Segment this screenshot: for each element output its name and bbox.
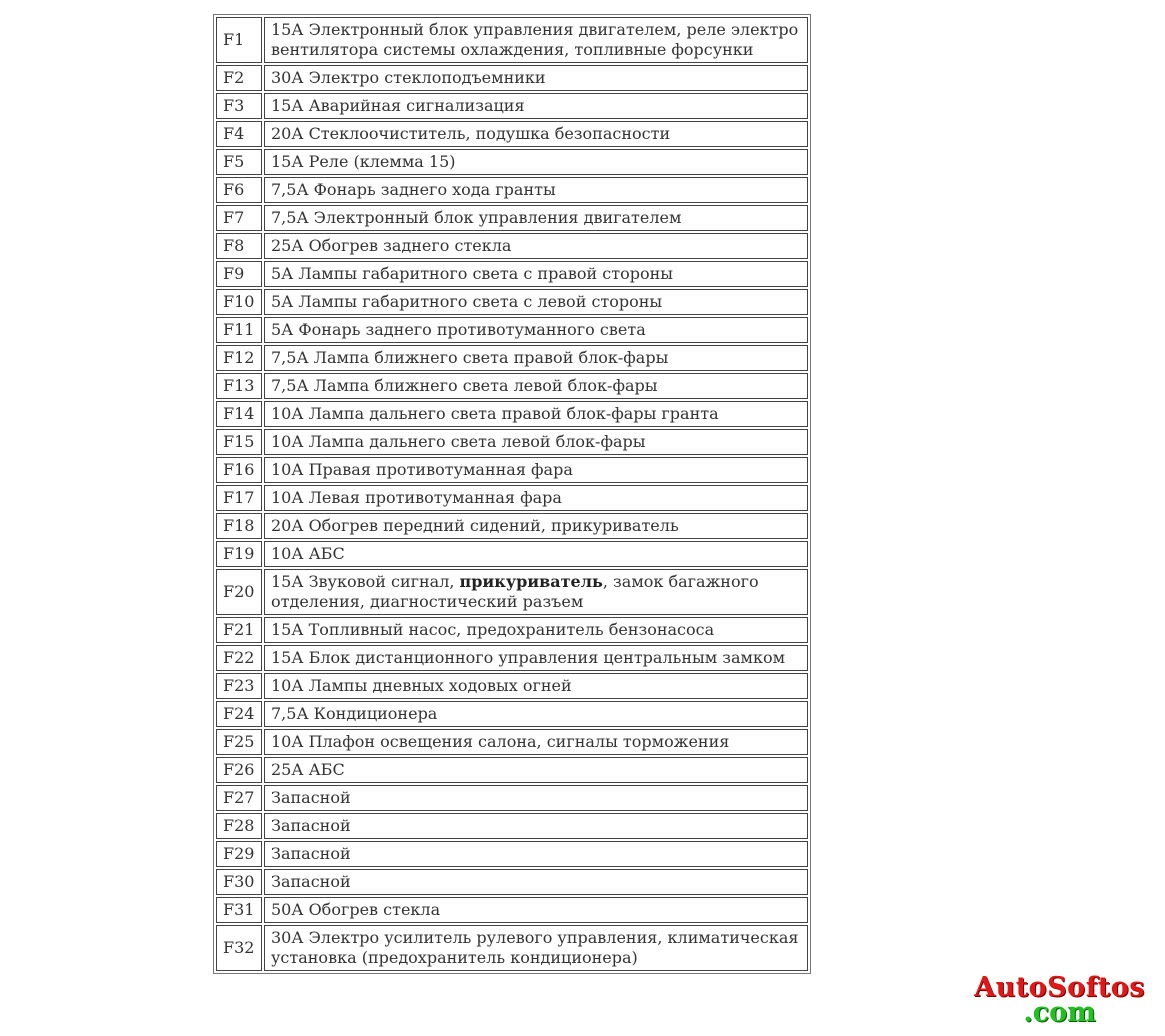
fuse-description: 30А Электро стеклоподъемники [264,65,808,91]
fuse-description: 10А Плафон освещения салона, сигналы торможения [264,729,808,755]
fuse-code: F13 [216,373,262,399]
table-row [216,897,808,923]
table-row [216,65,808,91]
fuse-code: F32 [216,925,262,971]
fuse-description: 15А Топливный насос, предохранитель бензонасоса [264,617,808,643]
table-row [216,17,808,63]
fuse-description-bold: прикуриватель [459,572,603,591]
table-row [216,429,808,455]
table-row [216,673,808,699]
fuse-code: F7 [216,205,262,231]
fuse-description: 5А Лампы габаритного света с правой стороны [264,261,808,287]
fuse-description: 5А Лампы габаритного света с левой стороны [264,289,808,315]
fuse-code: F21 [216,617,262,643]
table-row [216,757,808,783]
table-row [216,841,808,867]
fuse-description: 10А АБС [264,541,808,567]
table-row [216,149,808,175]
fuse-code: F28 [216,813,262,839]
fuse-code: F11 [216,317,262,343]
fuse-code: F17 [216,485,262,511]
table-row [216,925,808,971]
watermark-domain: .com [1023,997,1096,1028]
table-row [216,617,808,643]
table-row [216,785,808,811]
fuse-description: 7,5А Кондиционера [264,701,808,727]
fuse-description: 25А АБС [264,757,808,783]
table-row [216,813,808,839]
table-row [216,729,808,755]
table-row [216,541,808,567]
fuse-description: 7,5А Электронный блок управления двигателем [264,205,808,231]
fuse-code: F27 [216,785,262,811]
fuse-description: 7,5А Лампа ближнего света левой блок-фары [264,373,808,399]
fuse-code: F2 [216,65,262,91]
fuse-table-body [216,17,808,971]
fuse-description: Запасной [264,785,808,811]
table-row [216,261,808,287]
fuse-description: 15А Реле (клемма 15) [264,149,808,175]
table-row [216,513,808,539]
fuse-description: 15А Электронный блок управления двигателем, реле электро вентилятора системы охлаждения, топливные форсунки [264,17,808,63]
watermark-name: AutoSoftos [974,972,1145,1003]
fuse-description: 15А Блок дистанционного управления центральным замком [264,645,808,671]
fuse-description: 30А Электро усилитель рулевого управления, климатическая установка (предохранитель кондиционера) [264,925,808,971]
fuse-description: 20А Стеклоочиститель, подушка безопасности [264,121,808,147]
fuse-code: F15 [216,429,262,455]
fuse-code: F31 [216,897,262,923]
fuse-code: F26 [216,757,262,783]
table-row [216,457,808,483]
table-row [216,485,808,511]
watermark-logo [974,974,1145,1026]
table-row [216,401,808,427]
fuse-description: 50А Обогрев стекла [264,897,808,923]
table-row [216,569,808,615]
fuse-code: F8 [216,233,262,259]
fuse-code: F3 [216,93,262,119]
fuse-description: Запасной [264,869,808,895]
fuse-description: 10А Лампа дальнего света левой блок-фары [264,429,808,455]
fuse-description: 7,5А Лампа ближнего света правой блок-фары [264,345,808,371]
fuse-code: F4 [216,121,262,147]
fuse-code: F23 [216,673,262,699]
table-row [216,289,808,315]
table-row [216,121,808,147]
fuse-code: F29 [216,841,262,867]
fuse-description: Запасной [264,813,808,839]
fuse-description: 10А Лампы дневных ходовых огней [264,673,808,699]
fuse-description: 7,5А Фонарь заднего хода гранты [264,177,808,203]
fuse-description: 20А Обогрев передний сидений, прикуриватель [264,513,808,539]
fuse-code: F9 [216,261,262,287]
fuse-code: F10 [216,289,262,315]
fuse-description [264,569,808,615]
fuse-description: 25А Обогрев заднего стекла [264,233,808,259]
fuse-code: F19 [216,541,262,567]
fuse-code: F30 [216,869,262,895]
fuse-code: F14 [216,401,262,427]
fuse-code: F12 [216,345,262,371]
table-row [216,645,808,671]
table-row [216,345,808,371]
table-row [216,233,808,259]
fuse-code: F24 [216,701,262,727]
table-row [216,177,808,203]
fuse-description: 15А Аварийная сигнализация [264,93,808,119]
table-row [216,317,808,343]
fuse-description-part: 15А Звуковой сигнал, [271,572,460,591]
fuse-code: F25 [216,729,262,755]
fuse-code: F1 [216,17,262,63]
fuse-code: F18 [216,513,262,539]
fuse-code: F16 [216,457,262,483]
fuse-code: F22 [216,645,262,671]
fuse-code: F20 [216,569,262,615]
fuse-table [213,14,811,974]
fuse-description: 10А Лампа дальнего света правой блок-фары гранта [264,401,808,427]
table-row [216,701,808,727]
table-row [216,869,808,895]
fuse-description: 10А Левая противотуманная фара [264,485,808,511]
table-row [216,93,808,119]
fuse-code: F6 [216,177,262,203]
fuse-description: 10А Правая противотуманная фара [264,457,808,483]
table-row [216,373,808,399]
table-row [216,205,808,231]
fuse-code: F5 [216,149,262,175]
fuse-description-part: , замок багажного отделения, диагностический разъем [271,572,759,611]
fuse-description: 5А Фонарь заднего противотуманного света [264,317,808,343]
fuse-description: Запасной [264,841,808,867]
